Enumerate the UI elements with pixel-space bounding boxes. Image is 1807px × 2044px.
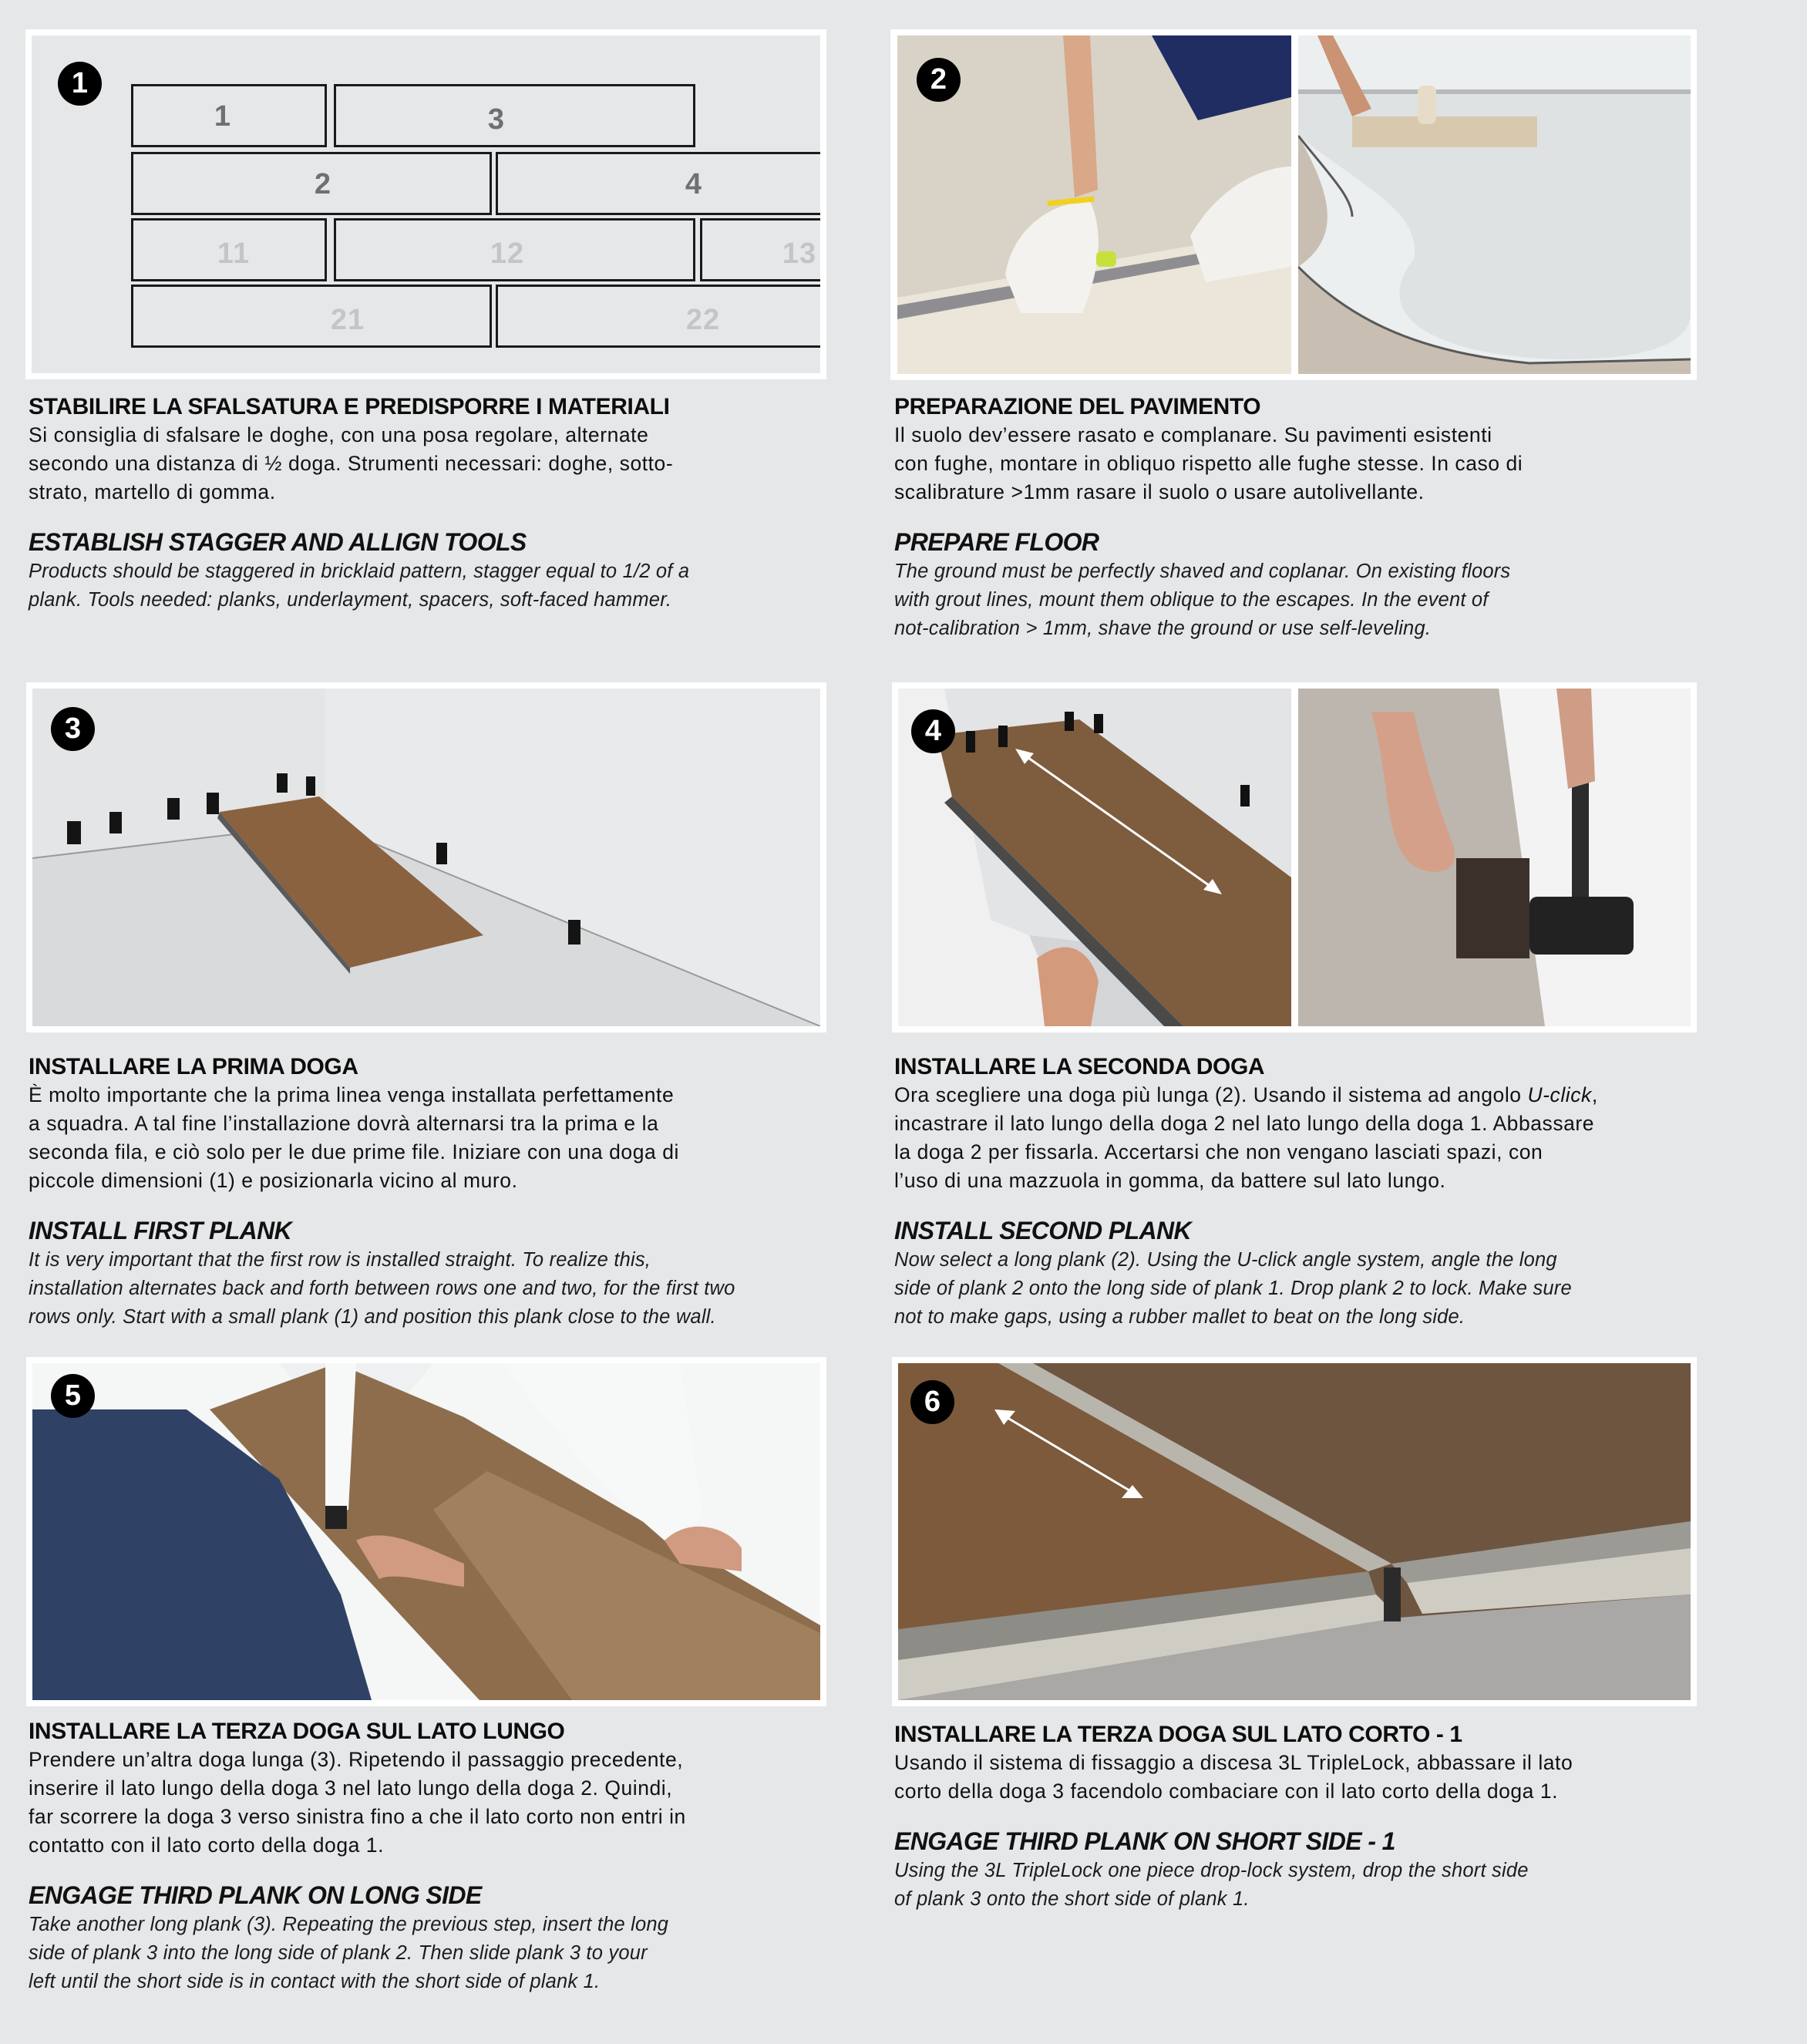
rubber-mallet-tapping-photo — [1298, 689, 1691, 1026]
plank-22 — [496, 285, 820, 348]
plank-2 — [131, 152, 492, 215]
step-title-italian: INSTALLARE LA TERZA DOGA SUL LATO CORTO - 1 — [894, 1722, 1462, 1747]
step-number-badge: 4 — [911, 709, 955, 753]
plank-label: 12 — [490, 237, 525, 270]
u-click-term: U-click — [1527, 1083, 1592, 1106]
step-description-italian: È molto importante che la prima linea venga installata perfettamente a squadra. A tal fine l’installazione dovrà alternarsi tra la prima e la seconda fila, e ciò solo per le due prime file. Iniziare con una doga di piccole dimensioni (1) e posizionarla vicino al muro. — [29, 1083, 679, 1192]
kneeling-installer-photo — [32, 1363, 820, 1700]
plank-12 — [334, 218, 695, 281]
plank-label: 1 — [214, 100, 232, 133]
step-description-english: The ground must be perfectly shaved and coplanar. On existing floors with grout lines, mount them oblique to the escapes. In the event of not-calibration > 1mm, shave the ground or use self-leveling. — [894, 561, 1511, 639]
plank-label: 22 — [685, 304, 721, 336]
step-2-text — [894, 392, 1696, 643]
stagger-diagram — [32, 35, 820, 373]
step-4-text — [894, 1052, 1696, 1332]
step-5-text — [29, 1717, 830, 1996]
step-2-figure — [890, 29, 1697, 380]
step-description-italian — [894, 1081, 1696, 1195]
step-description-italian: Si consiglia di sfalsare le doghe, con una posa regolare, alternate secondo una distanza di ½ doga. Strumenti necessari: doghe, sotto- strato, martello di gomma. — [29, 423, 674, 503]
body-part: Ora scegliere una doga più lunga (2). Usando il sistema ad angolo — [894, 1083, 1528, 1106]
step-3-text — [29, 1052, 830, 1332]
step-description-italian: Il suolo dev’essere rasato e complanare. Su pavimenti esistenti con fughe, montare in obliquo rispetto alle fughe stesse. In caso di scalibrature >1mm rasare il suolo o usare autolivellante. — [894, 423, 1523, 503]
step-3-figure — [26, 682, 826, 1032]
plank-21 — [131, 285, 492, 348]
plank-label: 4 — [685, 168, 703, 200]
step-1-figure — [25, 29, 826, 379]
step-description-italian: Prendere un’altra doga lunga (3). Ripetendo il passaggio precedente, inserire il lato lungo della doga 3 nel lato lungo della doga 2. Quindi, far scorrere la doga 3 verso sinistra fino a che il lato corto non entri in contatto con il lato corto della doga 1. — [29, 1748, 686, 1857]
step-title-italian: INSTALLARE LA TERZA DOGA SUL LATO LUNGO — [29, 1719, 565, 1744]
step-6-figure — [892, 1357, 1697, 1706]
step-title-italian: STABILIRE LA SFALSATURA E PREDISPORRE I MATERIALI — [29, 394, 670, 419]
self-leveling-trowel-photo — [1298, 35, 1691, 374]
step-description-english: Now select a long plank (2). Using the U-click angle system, angle the long side of plank 2 onto the long side of plank 1. Drop plank 2 to lock. Make sure not to make gaps, using a rubber mallet to beat on the long side. — [894, 1249, 1572, 1328]
angling-second-plank-photo — [898, 689, 1291, 1026]
body-part: , incastrare il lato lungo della doga 2 nel lato lungo della doga 1. Abbassare la doga 2 per fissarla. Accertarsi che non vengano lasciati spazi, con l’uso di una mazzuola in gomma, da battere sul lato lungo. — [894, 1083, 1598, 1192]
step-number-badge: 6 — [910, 1380, 954, 1424]
step-description-italian: Usando il sistema di fissaggio a discesa 3L TripleLock, abbassare il lato corto della doga 3 facendolo combaciare con il lato corto della doga 1. — [894, 1751, 1573, 1803]
plank-11 — [131, 218, 327, 281]
plank-4 — [496, 152, 820, 215]
step-title-italian: INSTALLARE LA SECONDA DOGA — [894, 1054, 1265, 1079]
plank-label: 21 — [330, 304, 365, 336]
step-description-english: Using the 3L TripleLock one piece drop-lock system, drop the short side of plank 3 onto the short side of plank 1. — [894, 1860, 1529, 1910]
plank-label: 13 — [782, 237, 817, 270]
step-5-figure — [26, 1357, 826, 1706]
plank-3 — [334, 84, 695, 147]
plank-1 — [131, 84, 327, 147]
plank-label: 3 — [487, 103, 506, 136]
step-title-english: PREPARE FLOOR — [894, 528, 1099, 556]
step-description-english: It is very important that the first row is installed straight. To realize this, installation alternates back and forth between rows one and two, for the first two rows only. Start with a small plank (1) and position this plank close to the wall. — [29, 1249, 735, 1328]
step-title-english: ENGAGE THIRD PLANK ON LONG SIDE — [29, 1881, 482, 1909]
step-title-english: ENGAGE THIRD PLANK ON SHORT SIDE - 1 — [894, 1827, 1395, 1855]
step-title-italian: PREPARAZIONE DEL PAVIMENTO — [894, 394, 1261, 419]
step-number-badge: 2 — [917, 58, 961, 102]
step-title-italian: INSTALLARE LA PRIMA DOGA — [29, 1054, 358, 1079]
step-title-english: INSTALL SECOND PLANK — [894, 1217, 1192, 1244]
plank-label: 11 — [217, 237, 251, 270]
step-6-text — [894, 1720, 1696, 1914]
step-number-badge: 3 — [51, 707, 95, 751]
step-4-figure — [892, 682, 1697, 1032]
step-description-english: Products should be staggered in bricklaid pattern, stagger equal to 1/2 of a plank. Tools needed: planks, underlayment, spacers, soft-faced hammer. — [29, 561, 690, 611]
plank-label: 2 — [314, 168, 332, 200]
plank-13 — [700, 218, 820, 281]
triplelock-joint-closeup-photo — [898, 1363, 1691, 1700]
step-description-english: Take another long plank (3). Repeating the previous step, insert the long side of plank 3 into the long side of plank 2. Then slide plank 3 to your left until the short side is in contact with the short side of plank 1. — [29, 1914, 669, 1992]
step-1-text — [29, 392, 830, 615]
step-title-english: ESTABLISH STAGGER AND ALLIGN TOOLS — [29, 528, 527, 556]
step-number-badge: 1 — [58, 62, 102, 106]
step-title-english: INSTALL FIRST PLANK — [29, 1217, 292, 1244]
first-plank-against-wall-photo — [32, 689, 820, 1026]
step-number-badge: 5 — [51, 1374, 95, 1418]
